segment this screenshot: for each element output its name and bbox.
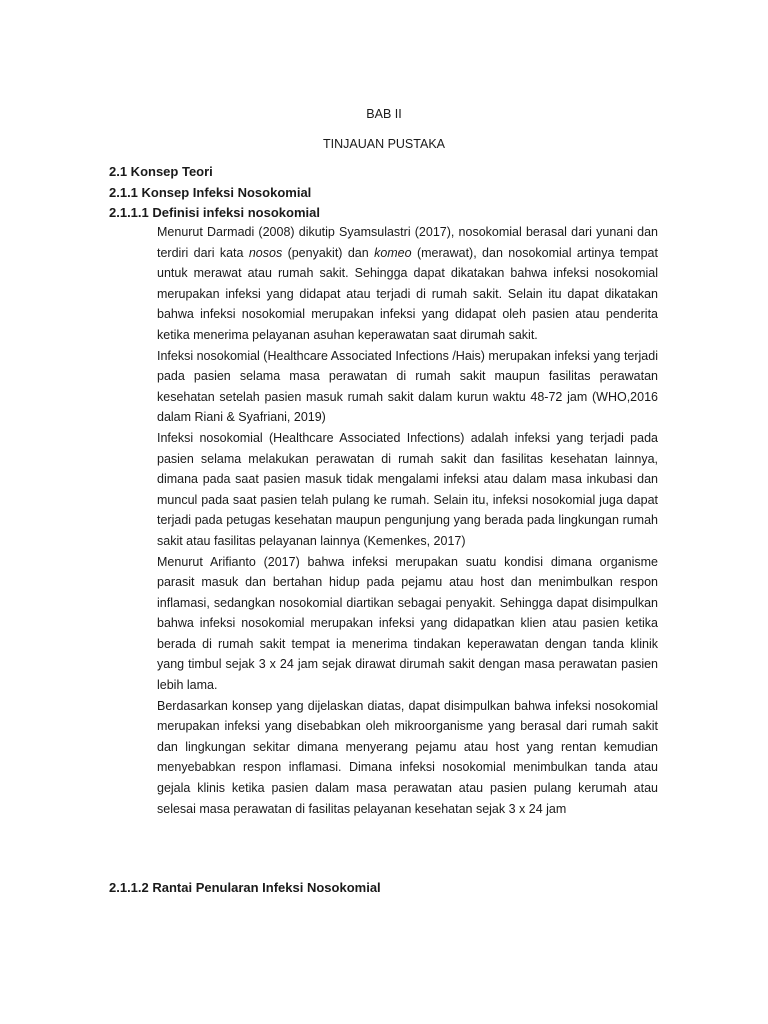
term-nosos: nosos bbox=[248, 245, 283, 260]
heading-2-1: 2.1 Konsep Teori bbox=[109, 164, 213, 179]
term-komeo: komeo bbox=[374, 245, 412, 260]
paragraph-1 bbox=[157, 222, 658, 346]
heading-2-1-1: 2.1.1 Konsep Infeksi Nosokomial bbox=[109, 185, 312, 200]
paragraph-1-text-middle: (penyakit) dan bbox=[282, 245, 375, 260]
heading-2-1-1-1: 2.1.1.1 Definisi infeksi nosokomial bbox=[109, 205, 320, 220]
heading-2-1-1-2: 2.1.1.2 Rantai Penularan Infeksi Nosokomial bbox=[109, 880, 381, 895]
paragraph-2: Infeksi nosokomial (Healthcare Associated Infections /Hais) merupakan infeksi yang terjadi pada pasien selama masa perawatan di rumah sakit maupun fasilitas perawatan kesehatan setelah pasien masuk rumah sakit dalam kurun waktu 48-72 jam (WHO,2016 dalam Riani & Syafriani, 2019) bbox=[157, 348, 658, 425]
paragraph-1-text-start: Menurut Darmadi (2008) dikutip Syamsulastri (2017), nosokomial berasal dari yunani dan terdiri dari kata bbox=[157, 225, 658, 260]
paragraph-3: Infeksi nosokomial (Healthcare Associated Infections) adalah infeksi yang terjadi pada pasien selama melakukan perawatan di rumah sakit dan fasilitas kesehatan lainnya, dimana pada saat pasien masuk tidak mengalami infeksi atau dalam masa inkubasi dan muncul pada saat pasien telah pulang ke rumah. Selain itu, infeksi nosokomial juga dapat terjadi pada petugas kesehatan maupun pengunjung yang berada pada lingkungan rumah sakit atau fasilitas pelayanan lainnya (Kemenkes, 2017) bbox=[157, 430, 658, 548]
paragraph-1-text-end: (merawat), dan nosokomial artinya tempat untuk merawat atau rumah sakit. Sehingga dapat dikatakan bahwa infeksi nosokomial merupakan infeksi yang didapat atau terjadi di rumah sakit. Selain itu dapat dikatakan bahwa infeksi nosokomial merupakan infeksi yang didapat oleh pasien atau penderita ketika menerima pelayanan asuhan keperawatan saat dirumah sakit. bbox=[157, 245, 658, 342]
chapter-title: TINJAUAN PUSTAKA bbox=[322, 137, 445, 151]
paragraph-4: Menurut Arifianto (2017) bahwa infeksi merupakan suatu kondisi dimana organisme parasit masuk dan bertahan hidup pada pejamu atau host dan menimbulkan respon inflamasi, sedangkan nosokomial diartikan sebagai penyakit. Sehingga dapat disimpulkan bahwa infeksi nosokomial merupakan infeksi yang didapatkan klien atau pasien ketika berada di rumah sakit tempat ia menerima tindakan keperawatan dengan tanda klinik yang timbul sejak 3 x 24 jam sejak dirawat dirumah sakit dengan masa perawatan pasien lebih lama. bbox=[157, 554, 658, 693]
paragraph-5: Berdasarkan konsep yang dijelaskan diatas, dapat disimpulkan bahwa infeksi nosokomial merupakan infeksi yang disebabkan oleh mikroorganisme yang berasal dari rumah sakit dan lingkungan sekitar dimana menyerang pejamu atau host yang rentan kemudian menyebabkan respon inflamasi. Dimana infeksi nosokomial menimbulkan tanda atau gejala klinis ketika pasien dalam masa perawatan atau pasien pulang kerumah atau selesai masa perawatan di fasilitas pelayanan kesehatan sejak 3 x 24 jam bbox=[157, 698, 658, 816]
body-text bbox=[157, 222, 658, 819]
chapter-number: BAB II bbox=[366, 107, 402, 121]
